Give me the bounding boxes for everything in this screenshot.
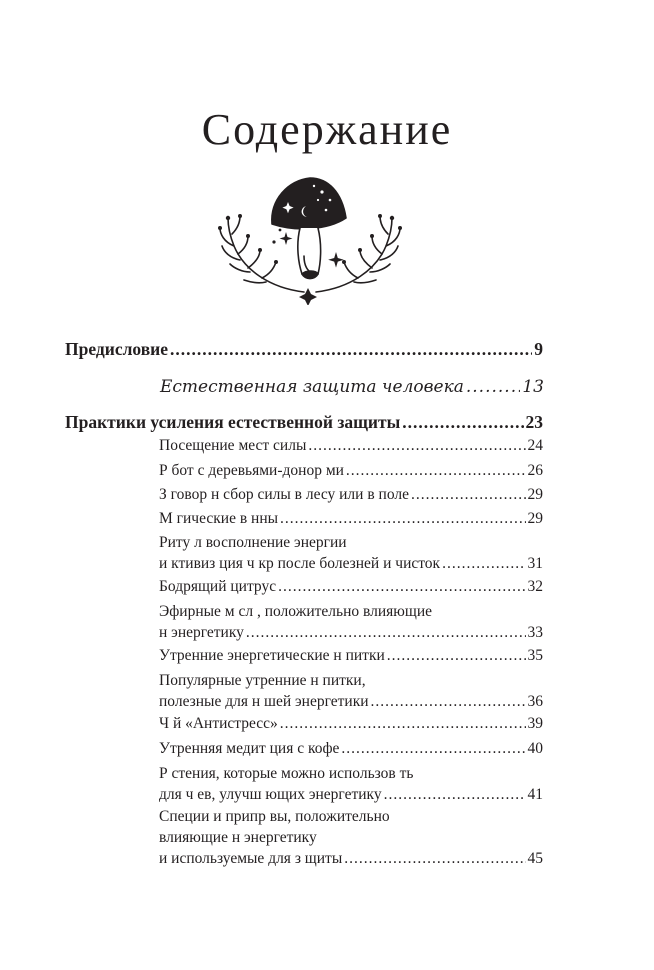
toc-entry-title: Утренняя медит ция с кофе bbox=[159, 740, 340, 757]
leader-dots bbox=[170, 338, 532, 360]
toc-entry-estestvennaya-zashchita[interactable] bbox=[160, 376, 544, 398]
toc-entry-title: Риту л восполнение энергии bbox=[159, 534, 347, 551]
toc-entry-bodryashchiy-citrus[interactable] bbox=[159, 576, 543, 597]
toc-entry-rasteniya[interactable] bbox=[159, 763, 543, 805]
toc-page-number: 26 bbox=[527, 462, 543, 479]
toc-page-number: 36 bbox=[527, 693, 543, 710]
leader-dots bbox=[278, 576, 525, 597]
toc-entry-title: Р бот с деревьями-донор ми bbox=[159, 462, 344, 479]
toc-page-number: 29 bbox=[527, 486, 543, 503]
leader-dots bbox=[384, 784, 526, 805]
toc-entry-title: Предисловие bbox=[65, 339, 169, 359]
toc-page-number: 13 bbox=[522, 377, 544, 397]
toc-entry-title: М гические в нны bbox=[159, 510, 279, 527]
toc-entry-title: для ч ев, улучш ющих энергетику bbox=[159, 786, 382, 803]
leader-dots bbox=[280, 508, 525, 529]
toc-entry-title: и используемые для з щиты bbox=[159, 850, 343, 867]
leader-dots bbox=[387, 645, 526, 666]
toc-page-number: 33 bbox=[527, 624, 543, 641]
toc-page-number: 9 bbox=[534, 339, 543, 359]
toc-entry-ritual[interactable] bbox=[159, 532, 543, 574]
toc-entry-title: Ч й «Антистресс» bbox=[159, 715, 278, 732]
toc-page-number: 45 bbox=[527, 850, 543, 867]
toc-page-number: 39 bbox=[527, 715, 543, 732]
toc-entry-title: н энергетику bbox=[159, 624, 244, 641]
leader-dots bbox=[308, 435, 525, 456]
toc-entry-predislovie[interactable] bbox=[65, 338, 543, 360]
toc-entry-meditaciya[interactable] bbox=[159, 738, 543, 759]
toc-entry-title: Посещение мест силы bbox=[159, 437, 307, 454]
toc-page-number: 35 bbox=[527, 647, 543, 664]
toc-entry-specii[interactable] bbox=[159, 806, 543, 869]
leader-dots bbox=[346, 460, 526, 481]
toc-entry-title: влияющие н энергетику bbox=[159, 829, 317, 846]
leader-dots bbox=[442, 553, 525, 574]
leader-dots bbox=[341, 738, 525, 759]
toc-entry-title: Утренние энергетические н питки bbox=[159, 647, 385, 664]
toc-entry-title: и ктивиз ция ч кр после болезней и чисток bbox=[159, 555, 441, 572]
toc-entry-magicheskie-vanny[interactable] bbox=[159, 508, 543, 529]
toc-entry-title: Бодрящий цитрус bbox=[159, 578, 277, 595]
toc-page-number: 41 bbox=[527, 786, 543, 803]
toc-entry-chay-antistress[interactable] bbox=[159, 713, 543, 734]
toc-entry-title: Специи и припр вы, положительно bbox=[159, 808, 390, 825]
toc-page-number: 31 bbox=[527, 555, 543, 572]
toc-entry-zagovor[interactable] bbox=[159, 484, 543, 505]
toc-entry-title: полезные для н шей энергетики bbox=[159, 693, 369, 710]
toc-entry-title: Естественная защита человека bbox=[160, 377, 464, 397]
toc-entry-title: Популярные утренние н питки, bbox=[159, 672, 366, 689]
leader-dots bbox=[402, 411, 523, 433]
toc-page-number: 29 bbox=[527, 510, 543, 527]
page-title: Содержание bbox=[201, 105, 453, 154]
toc-entry-rabota-s-derevyami[interactable] bbox=[159, 460, 543, 481]
toc-entry-efirnye-masla[interactable] bbox=[159, 601, 543, 643]
toc-page-number: 40 bbox=[527, 740, 543, 757]
leader-dots bbox=[371, 691, 526, 712]
toc-entry-title: Эфирные м сл , положительно влияющие bbox=[159, 603, 432, 620]
leader-dots bbox=[411, 484, 526, 505]
toc-page-number: 23 bbox=[525, 412, 543, 432]
toc-entry-populyarnye-napitki[interactable] bbox=[159, 670, 543, 712]
toc-entry-poseshchenie[interactable] bbox=[159, 435, 543, 456]
leader-dots bbox=[246, 622, 526, 643]
toc-entry-title: Практики усиления естественной защиты bbox=[65, 412, 401, 432]
toc-entry-title: Р стения, которые можно использов ть bbox=[159, 765, 414, 782]
leader-dots bbox=[344, 848, 525, 869]
toc-page-number: 24 bbox=[527, 437, 543, 454]
toc-entry-utrennie-napitki[interactable] bbox=[159, 645, 543, 666]
toc-entry-praktiki[interactable] bbox=[65, 411, 543, 433]
toc-entry-title: З говор н сбор силы в лесу или в поле bbox=[159, 486, 409, 503]
toc-page-number: 32 bbox=[527, 578, 543, 595]
leader-dots bbox=[280, 713, 526, 734]
leader-dots bbox=[466, 376, 520, 398]
